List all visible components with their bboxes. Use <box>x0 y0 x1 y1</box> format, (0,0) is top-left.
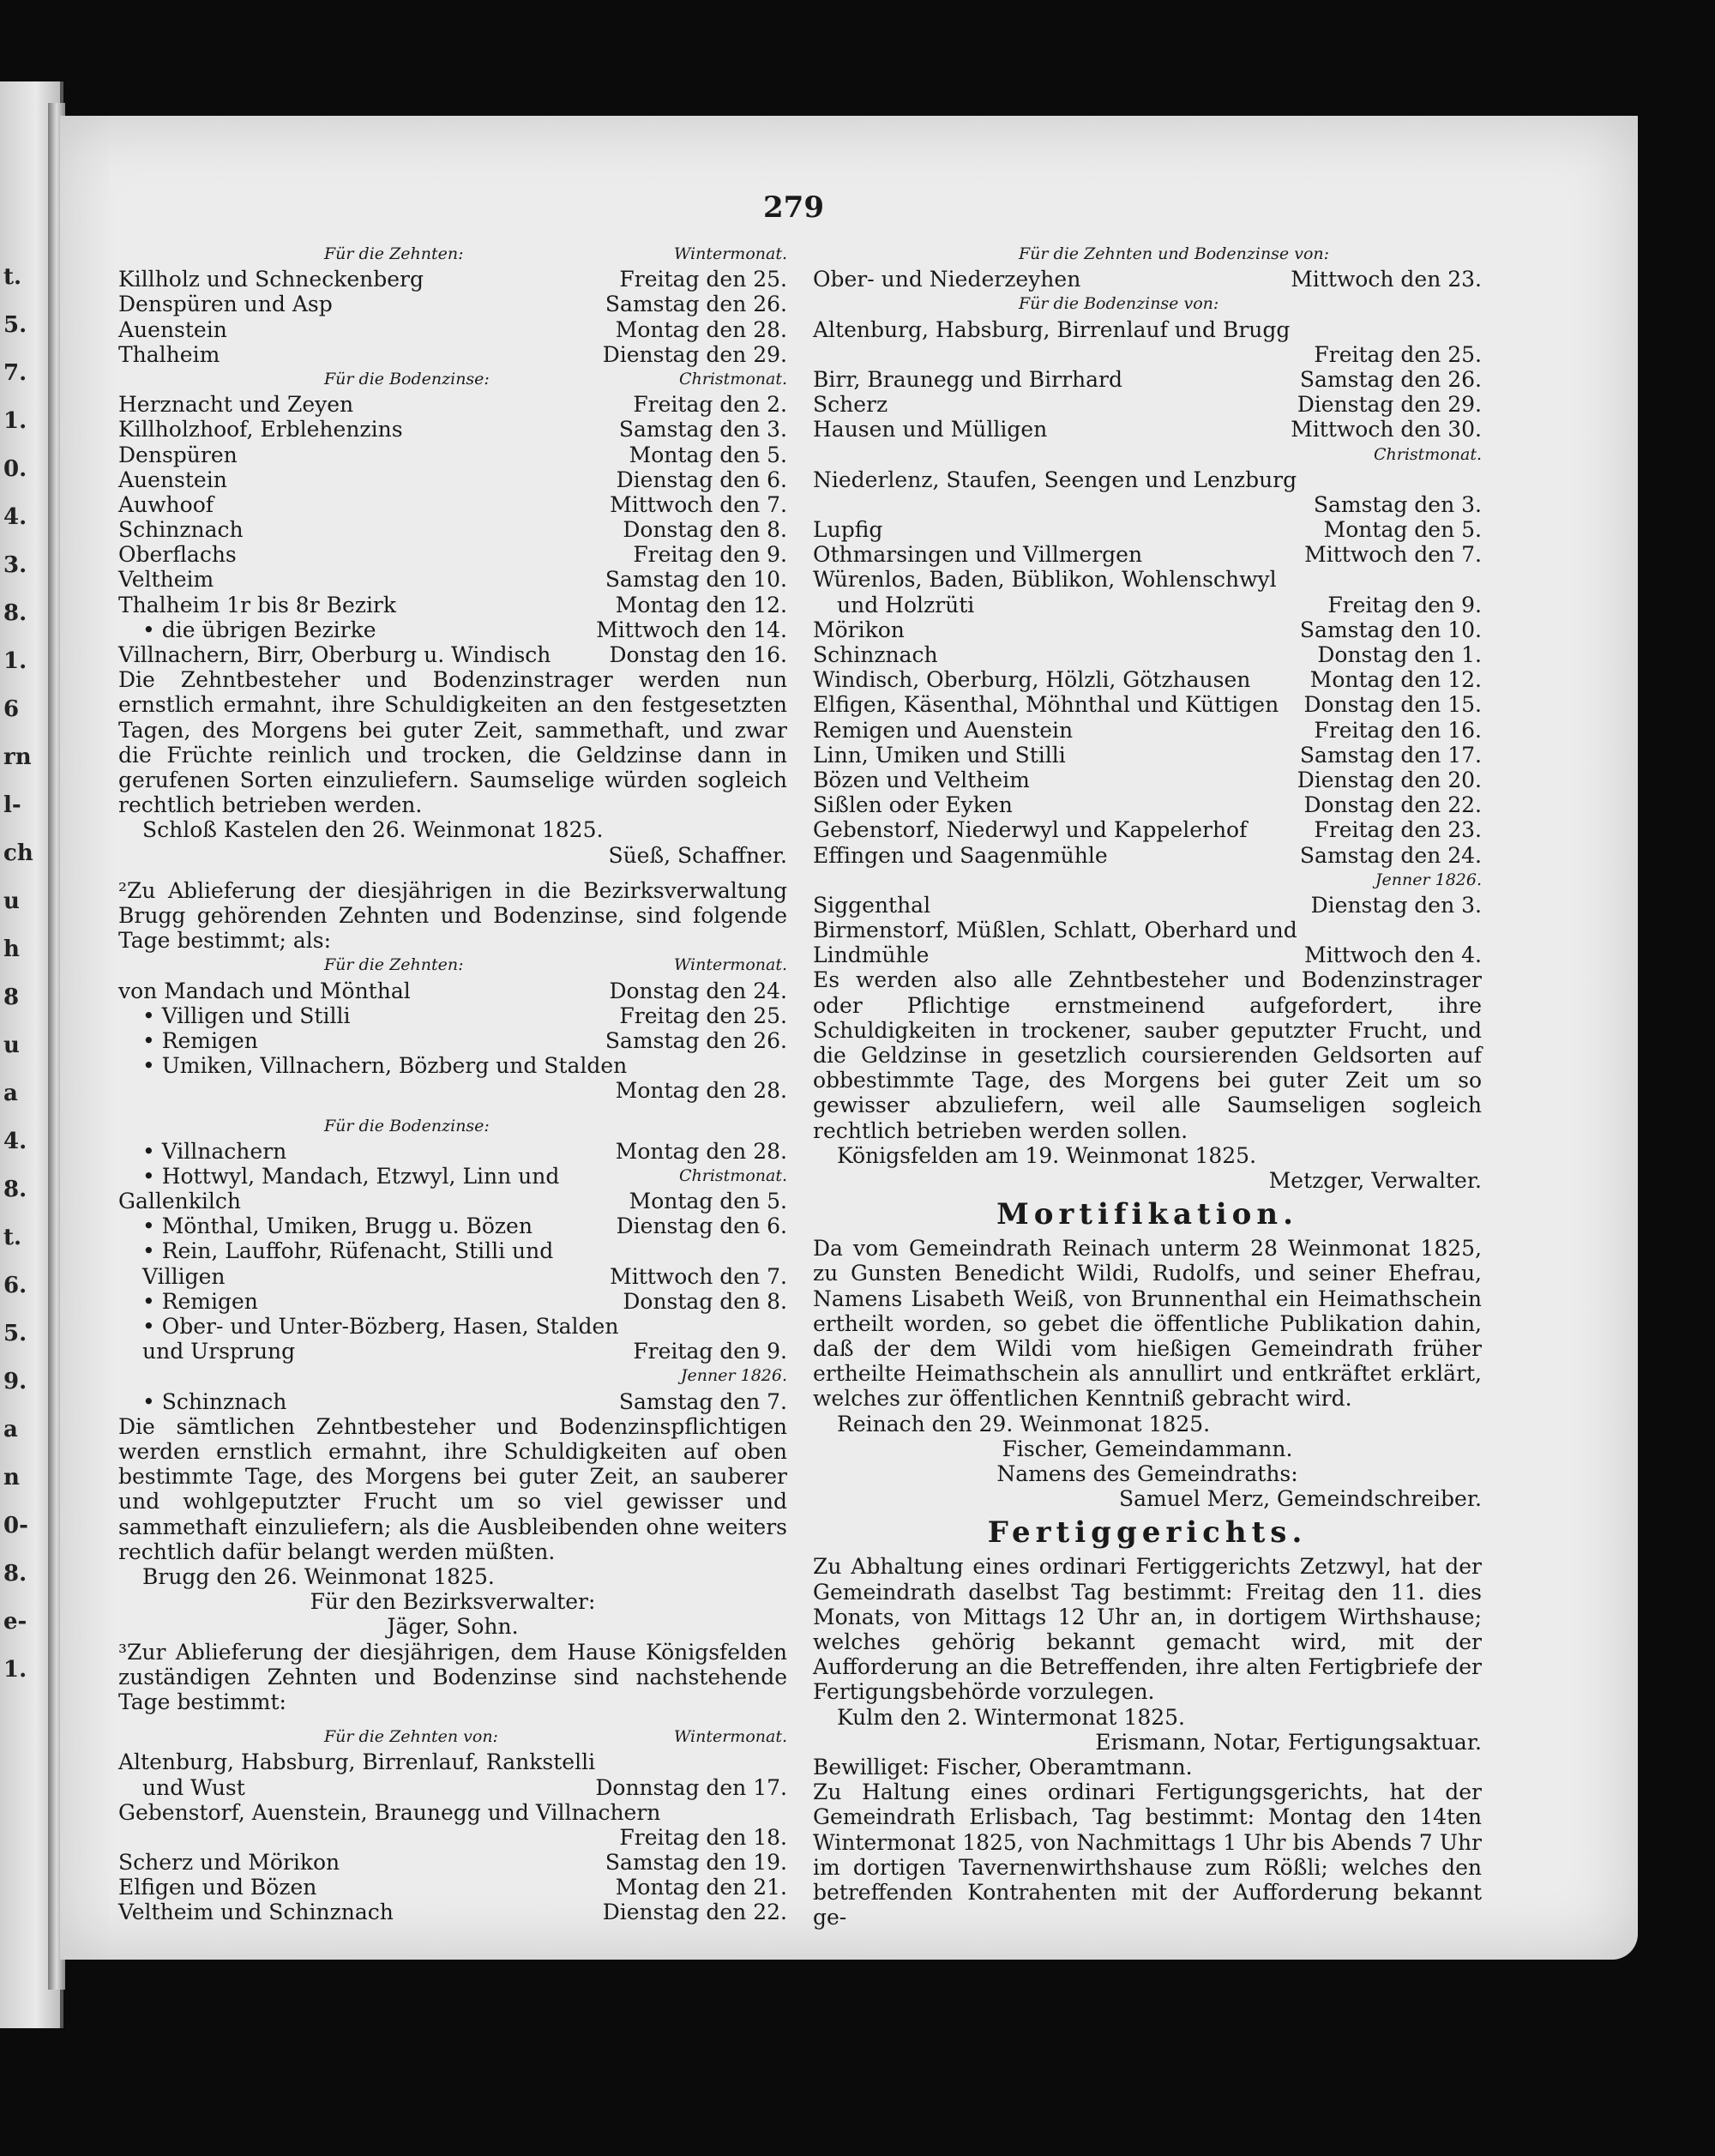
schedule-row <box>118 292 787 316</box>
schedule-date: Dienstag den 6. <box>616 467 787 492</box>
heading-month: Wintermonat. <box>673 1727 787 1747</box>
schedule-date: Donstag den 8. <box>623 1288 787 1314</box>
schedule-place: Killholz und Schneckenberg <box>118 267 424 292</box>
schedule-place: • Villigen und Stilli <box>142 1003 351 1028</box>
schedule-date: Montag den 28. <box>615 1078 787 1104</box>
signature: Süeß, Schaffner. <box>608 842 787 868</box>
schedule-row <box>118 979 787 1003</box>
schedule-row <box>118 392 787 417</box>
heading-label: Für die Zehnten und Bodenzinse von: <box>1019 244 1330 263</box>
schedule-row <box>118 1339 787 1364</box>
schedule-date: Donstag den 24. <box>609 978 787 1003</box>
schedule-place: Herznacht und Zeyen <box>118 392 354 418</box>
signature: Samuel Merz, Gemeindschreiber. <box>1119 1486 1482 1512</box>
schedule-place: Veltheim <box>118 567 214 593</box>
schedule-place: Lindmühle <box>813 942 930 968</box>
schedule-place: und Holzrüti <box>837 592 975 617</box>
schedule-row <box>813 843 1482 868</box>
schedule-date: Donstag den 15. <box>1303 692 1482 718</box>
schedule-row <box>813 817 1482 842</box>
schedule-date: Samstag den 7. <box>618 1388 787 1414</box>
schedule-date: Donstag den 1. <box>1317 642 1482 667</box>
margin-fragment: 8. <box>3 1177 27 1202</box>
schedule-date: Montag den 28. <box>615 1138 787 1164</box>
notice-paragraph: Zu Abhaltung eines ordinari Fertiggerichts Zetzwyl, hat der Gemeindrath daselbst Tag bestimmt: Freitag den 11. dies Monats, von Mittags 12 Uhr an, in dortigem Wirthshause; welches gehörig bekannt gemacht wird, mit der Aufforderung an die Betreffenden, ihre alten Fertigbriefe der Fertigungsbehörde vorzulegen. <box>813 1554 1482 1705</box>
margin-fragment: e- <box>3 1609 27 1635</box>
heading-label: Für die Bodenzinse: <box>324 369 490 388</box>
margin-fragment: 0. <box>3 456 27 482</box>
schedule-row <box>118 642 787 667</box>
heading-label: Für die Zehnten: <box>324 244 464 263</box>
margin-fragment: 1. <box>3 1657 27 1683</box>
schedule-place: Birr, Braunegg und Birrhard <box>813 366 1122 392</box>
margin-fragment: 7. <box>3 360 27 386</box>
schedule-row <box>813 267 1482 292</box>
margin-fragment: t. <box>3 1225 22 1250</box>
heading-month: Wintermonat. <box>673 955 787 975</box>
notice-paragraph: ³Zur Ablieferung der diesjährigen, dem Hause Königsfelden zuständigen Zehnten und Bodenzinse sind nachstehende Tage bestimmt: <box>118 1639 787 1714</box>
schedule-row <box>813 567 1482 592</box>
schedule-row <box>813 392 1482 417</box>
schedule-row <box>118 467 787 492</box>
schedule-row <box>813 718 1482 743</box>
schedule-row <box>118 1264 787 1289</box>
schedule-place: und Ursprung <box>142 1339 296 1364</box>
schedule-date: Christmonat. <box>678 1165 787 1185</box>
schedule-place: Othmarsingen und Villmergen <box>813 542 1143 568</box>
schedule-date: Samstag den 3. <box>618 417 787 443</box>
schedule-date: Freitag den 25. <box>1314 341 1482 367</box>
schedule-row <box>118 443 787 467</box>
section-title-fertiggerichts: Fertiggerichts. <box>987 1515 1308 1551</box>
schedule-place: Würenlos, Baden, Büblikon, Wohlenschwyl <box>813 567 1277 593</box>
schedule-row <box>813 893 1482 918</box>
schedule-date: Samstag den 10. <box>1299 617 1482 642</box>
schedule-date: Freitag den 16. <box>1314 717 1482 743</box>
schedule-place: Elfigen und Bözen <box>118 1875 317 1900</box>
schedule-row <box>118 1139 787 1164</box>
margin-fragment: a <box>3 1081 18 1106</box>
schedule-date: Dienstag den 29. <box>602 341 787 367</box>
schedule-row <box>118 1289 787 1314</box>
schedule-place: Gebenstorf, Niederwyl und Kappelerhof <box>813 817 1248 843</box>
schedule-place: • Remigen <box>142 1027 258 1053</box>
notice-paragraph: Die Zehntbesteher und Bodenzinstrager werden nun ernstlich ermahnt, ihre Schuldigkeiten an den festgesetzten Tagen, des Morgens bei guter Zeit, sammethaft, und zwar die Früchte reinlich und trocken, die Geldzinse dann in gerufenen Sorten einzuliefern. Saumselige würden sogleich rechtlich betrieben werden. <box>118 667 787 818</box>
month-heading: Jenner 1826. <box>680 1366 787 1386</box>
notice-paragraph: ²Zu Ablieferung der diesjährigen in die Bezirksverwaltung Brugg gehörenden Zehnten und Bodenzinse, sind folgende Tage bestimmt; als: <box>118 877 787 954</box>
notice-paragraph: Es werden also alle Zehntbesteher und Bodenzinstrager oder Pflichtige ernstmeinend aufgefordert, ihre Schuldigkeiten in trockener, sauber geputzter Frucht, und die Geldzinse in gesetzlich coursierenden Geldsorten auf obbestimmte Tage, des Morgens bei guter Zeit um so gewisser abzuliefern, weil alle Saumseligen sogleich rechtlich betrieben werden sollen. <box>813 967 1482 1143</box>
schedule-row <box>118 1314 787 1339</box>
margin-fragment: l- <box>3 792 21 818</box>
schedule-place: Gallenkilch <box>118 1189 242 1214</box>
schedule-row <box>118 1749 787 1774</box>
schedule-place: • Hottwyl, Mandach, Etzwyl, Linn und <box>142 1163 560 1189</box>
schedule-row <box>813 517 1482 542</box>
margin-fragment: h <box>3 936 20 962</box>
schedule-row <box>118 1238 787 1263</box>
schedule-date: Freitag den 2. <box>633 392 787 418</box>
schedule-place: Siggenthal <box>813 892 931 918</box>
margin-fragment: 8 <box>3 985 20 1010</box>
schedule-place: Effingen und Saagenmühle <box>813 842 1108 868</box>
schedule-date: Montag den 5. <box>629 1189 787 1214</box>
schedule-place: Birmenstorf, Müßlen, Schlatt, Oberhard und <box>813 918 1297 943</box>
margin-fragment: 0- <box>3 1513 28 1539</box>
schedule-date: Samstag den 24. <box>1299 842 1482 868</box>
schedule-row <box>118 492 787 517</box>
schedule-place: Oberflachs <box>118 542 237 568</box>
margin-fragment: 1. <box>3 408 27 434</box>
schedule-date: Donstag den 22. <box>1303 792 1482 818</box>
schedule-date: Freitag den 25. <box>619 267 787 292</box>
schedule-place: Remigen und Auenstein <box>813 717 1074 743</box>
schedule-heading <box>118 367 787 392</box>
schedule-place: Ober- und Niederzeyhen <box>813 267 1081 292</box>
schedule-place: Scherz und Mörikon <box>118 1850 340 1876</box>
schedule-row <box>813 642 1482 667</box>
schedule-date: Samstag den 26. <box>1299 366 1482 392</box>
schedule-row <box>813 667 1482 692</box>
signature: Fischer, Gemeindammann. <box>1002 1436 1293 1461</box>
schedule-heading <box>118 1725 787 1749</box>
schedule-row <box>118 1028 787 1053</box>
schedule-date: Montag den 12. <box>615 592 787 617</box>
schedule-row <box>118 1850 787 1875</box>
schedule-heading <box>118 953 787 978</box>
place-date: Kulm den 2. Wintermonat 1825. <box>837 1704 1185 1730</box>
schedule-date: Samstag den 3. <box>1313 491 1482 517</box>
margin-fragment: 5. <box>3 312 27 338</box>
schedule-place: Denspüren und Asp <box>118 292 333 317</box>
schedule-row <box>813 593 1482 617</box>
schedule-date: Samstag den 19. <box>605 1850 787 1876</box>
schedule-date: Mittwoch den 7. <box>610 491 787 517</box>
schedule-place: Schinznach <box>118 517 244 543</box>
schedule-date: Dienstag den 6. <box>616 1214 787 1239</box>
schedule-place: • Ober- und Unter-Bözberg, Hasen, Stalden <box>142 1314 619 1340</box>
schedule-date: Dienstag den 20. <box>1297 767 1482 792</box>
schedule-row <box>118 1800 787 1825</box>
schedule-place: • Umiken, Villnachern, Bözberg und Stalden <box>142 1053 628 1079</box>
facing-page-fragments <box>3 253 33 1694</box>
schedule-date: Mittwoch den 30. <box>1291 417 1482 443</box>
right-column <box>813 242 1482 1930</box>
schedule-date: Mittwoch den 23. <box>1291 267 1482 292</box>
schedule-place: Altenburg, Habsburg, Birrenlauf und Brugg <box>813 316 1291 342</box>
schedule-place: Schinznach <box>813 642 938 667</box>
margin-fragment: a <box>3 1417 18 1442</box>
schedule-place: Villigen <box>142 1263 226 1289</box>
margin-fragment: 8. <box>3 600 27 626</box>
notice-paragraph: Die sämtlichen Zehntbesteher und Bodenzinspflichtigen werden ernstlich ermahnt, ihre Schuldigkeiten auf oben bestimmte Tage, des Morgens bei guter Zeit, an sauberer und wohlgeputzter Frucht um so viel gewisser und sammethaft einzuliefern; als die Ausbleibenden ohne weiters rechtlich dafür belangt werden müßten. <box>118 1413 787 1564</box>
section-title-mortifikation: Mortifikation. <box>996 1197 1298 1232</box>
schedule-row <box>118 1900 787 1924</box>
place-date: Königsfelden am 19. Weinmonat 1825. <box>837 1142 1257 1168</box>
schedule-row <box>813 942 1482 967</box>
schedule-place: • die übrigen Bezirke <box>142 617 376 642</box>
schedule-row <box>813 417 1482 442</box>
schedule-place: Gebenstorf, Auenstein, Braunegg und Villnachern <box>118 1799 661 1825</box>
schedule-place: Thalheim 1r bis 8r Bezirk <box>118 592 397 617</box>
schedule-date: Dienstag den 3. <box>1310 892 1482 918</box>
heading-month: Wintermonat. <box>673 244 787 263</box>
margin-fragment: 6. <box>3 1273 27 1298</box>
schedule-row <box>118 1214 787 1238</box>
schedule-place: Thalheim <box>118 341 220 367</box>
heading-label: Für die Bodenzinse von: <box>1019 294 1219 314</box>
schedule-date: Freitag den 23. <box>1314 817 1482 843</box>
schedule-row <box>118 417 787 442</box>
margin-fragment: t. <box>3 264 22 290</box>
signature: Erismann, Notar, Fertigungsaktuar. <box>1095 1729 1482 1755</box>
signature: Jäger, Sohn. <box>387 1614 519 1640</box>
margin-fragment: 6 <box>3 696 20 722</box>
margin-fragment: 5. <box>3 1321 27 1346</box>
margin-fragment: n <box>3 1465 20 1491</box>
schedule-row <box>118 1389 787 1414</box>
schedule-row <box>813 542 1482 567</box>
schedule-place: Villnachern, Birr, Oberburg u. Windisch <box>118 642 551 667</box>
schedule-date: Samstag den 10. <box>605 567 787 593</box>
schedule-row <box>118 267 787 292</box>
signature: Für den Bezirksverwalter: <box>310 1589 596 1615</box>
schedule-place: Denspüren <box>118 442 238 467</box>
schedule-place: Linn, Umiken und Stilli <box>813 742 1066 768</box>
schedule-place: Hausen und Mülligen <box>813 417 1048 443</box>
schedule-place: von Mandach und Mönthal <box>118 978 411 1003</box>
month-heading: Christmonat. <box>1373 444 1482 464</box>
margin-fragment: u <box>3 1033 20 1058</box>
heading-label: Für die Zehnten: <box>324 955 464 975</box>
schedule-date: Samstag den 26. <box>605 292 787 317</box>
schedule-date: Montag den 21. <box>615 1875 787 1900</box>
notice-paragraph: Da vom Gemeindrath Reinach unterm 28 Weinmonat 1825, zu Gunsten Benedicht Wildi, Rudolfs, und seiner Ehefrau, Namens Lisabeth Weiß, von Brunnenthal ein Heimathschein ertheilt worden, so gebet die öffentliche Publikation dahin, daß der dem Wildi vom hießigen Gemeindrath früher ertheilte Heimathschein als annullirt und entkräftet erklärt, welches zur öffentlichen Kenntniß gebracht wird. <box>813 1236 1482 1412</box>
schedule-date: Donnstag den 17. <box>595 1774 787 1800</box>
schedule-date: Mittwoch den 14. <box>596 617 787 642</box>
schedule-place: • Rein, Lauffohr, Rüfenacht, Stilli und <box>142 1238 554 1264</box>
schedule-row <box>118 593 787 617</box>
place-date: Reinach den 29. Weinmonat 1825. <box>837 1411 1211 1436</box>
schedule-date: Freitag den 9. <box>1327 592 1482 617</box>
schedule-place: • Remigen <box>142 1288 258 1314</box>
schedule-row <box>813 792 1482 817</box>
schedule-row <box>118 542 787 567</box>
schedule-row <box>118 1875 787 1900</box>
heading-label: Für die Bodenzinse: <box>324 1116 490 1135</box>
schedule-place: Auenstein <box>118 467 227 492</box>
schedule-place: • Villnachern <box>142 1138 287 1164</box>
schedule-place: Windisch, Oberburg, Hölzli, Götzhausen <box>813 667 1251 693</box>
signature: Namens des Gemeindraths: <box>996 1461 1298 1487</box>
schedule-date: Dienstag den 22. <box>602 1900 787 1925</box>
heading-label: Für die Zehnten von: <box>324 1727 498 1747</box>
margin-fragment: 4. <box>3 504 27 530</box>
schedule-row <box>813 367 1482 392</box>
schedule-place: Killholzhoof, Erblehenzins <box>118 417 403 443</box>
schedule-row <box>118 1164 787 1189</box>
schedule-date: Mittwoch den 4. <box>1304 942 1482 968</box>
schedule-row <box>118 342 787 367</box>
schedule-date: Samstag den 26. <box>605 1027 787 1053</box>
schedule-place: • Schinznach <box>142 1388 287 1414</box>
schedule-date: Montag den 28. <box>615 316 787 342</box>
schedule-heading <box>813 242 1482 267</box>
page-number: 279 <box>763 190 824 225</box>
schedule-row <box>118 1053 787 1078</box>
margin-fragment: 9. <box>3 1369 27 1394</box>
schedule-place: Elfigen, Käsenthal, Möhnthal und Küttigen <box>813 692 1279 718</box>
schedule-row <box>118 567 787 592</box>
notice-paragraph: Zu Haltung eines ordinari Fertigungsgerichts, hat der Gemeindrath Erlisbach, Tag bestimmt: Montag den 14ten Wintermonat 1825, von Nachmittags 1 Uhr bis Abends 7 Uhr im dortigen Tavernenwirthshause zum Rößli; welches den betreffenden Kontrahenten mit der Aufforderung bekannt ge- <box>813 1780 1482 1930</box>
margin-fragment: 3. <box>3 552 27 578</box>
schedule-date: Montag den 5. <box>1323 517 1482 543</box>
schedule-row <box>118 517 787 542</box>
margin-fragment: rn <box>3 744 32 770</box>
month-heading: Jenner 1826. <box>1375 870 1482 889</box>
schedule-row <box>118 1189 787 1214</box>
schedule-date: Dienstag den 29. <box>1297 392 1482 418</box>
schedule-date: Samstag den 17. <box>1299 742 1482 768</box>
schedule-row <box>813 743 1482 768</box>
margin-fragment: ch <box>3 840 33 866</box>
schedule-date: Freitag den 9. <box>633 542 787 568</box>
schedule-heading <box>118 1114 787 1139</box>
schedule-place: Niederlenz, Staufen, Seengen und Lenzburg <box>813 467 1297 492</box>
schedule-row <box>118 317 787 342</box>
schedule-place: Lupfig <box>813 517 883 543</box>
schedule-row <box>813 617 1482 642</box>
schedule-row <box>118 1003 787 1028</box>
schedule-row <box>813 692 1482 717</box>
schedule-place: Veltheim und Schinznach <box>118 1900 394 1925</box>
place-date: Brugg den 26. Weinmonat 1825. <box>142 1563 495 1589</box>
schedule-date: Mittwoch den 7. <box>610 1263 787 1289</box>
schedule-date: Montag den 5. <box>629 442 787 467</box>
schedule-row <box>118 617 787 642</box>
margin-fragment: u <box>3 888 20 914</box>
schedule-date: Freitag den 9. <box>633 1339 787 1364</box>
schedule-date: Donstag den 16. <box>609 642 787 667</box>
schedule-place: Auenstein <box>118 316 227 342</box>
schedule-row <box>813 768 1482 792</box>
schedule-place: Mörikon <box>813 617 905 642</box>
schedule-date: Freitag den 18. <box>619 1824 787 1850</box>
margin-fragment: 8. <box>3 1561 27 1587</box>
schedule-place: und Wust <box>142 1774 245 1800</box>
signature: Metzger, Verwalter. <box>1268 1168 1482 1194</box>
schedule-heading <box>813 292 1482 316</box>
schedule-row <box>118 1825 787 1850</box>
margin-fragment: 1. <box>3 648 27 674</box>
approval-line: Bewilliget: Fischer, Oberamtmann. <box>813 1755 1193 1780</box>
schedule-place: Scherz <box>813 392 888 418</box>
schedule-date: Freitag den 25. <box>619 1003 787 1028</box>
schedule-place: • Mönthal, Umiken, Brugg u. Bözen <box>142 1214 533 1239</box>
schedule-date: Donstag den 8. <box>623 517 787 543</box>
schedule-date: Montag den 12. <box>1309 667 1482 693</box>
schedule-place: Auwhoof <box>118 491 214 517</box>
schedule-place: Altenburg, Habsburg, Birrenlauf, Rankstelli <box>118 1749 596 1775</box>
schedule-place: Sißlen oder Eyken <box>813 792 1013 818</box>
schedule-row <box>813 918 1482 942</box>
margin-fragment: 4. <box>3 1129 27 1154</box>
schedule-heading <box>118 242 787 267</box>
schedule-row <box>118 1775 787 1800</box>
schedule-place: Bözen und Veltheim <box>813 767 1030 792</box>
heading-month: Christmonat. <box>678 369 787 388</box>
place-date: Schloß Kastelen den 26. Weinmonat 1825. <box>142 817 604 843</box>
schedule-date: Mittwoch den 7. <box>1304 542 1482 568</box>
left-column <box>118 242 787 1925</box>
